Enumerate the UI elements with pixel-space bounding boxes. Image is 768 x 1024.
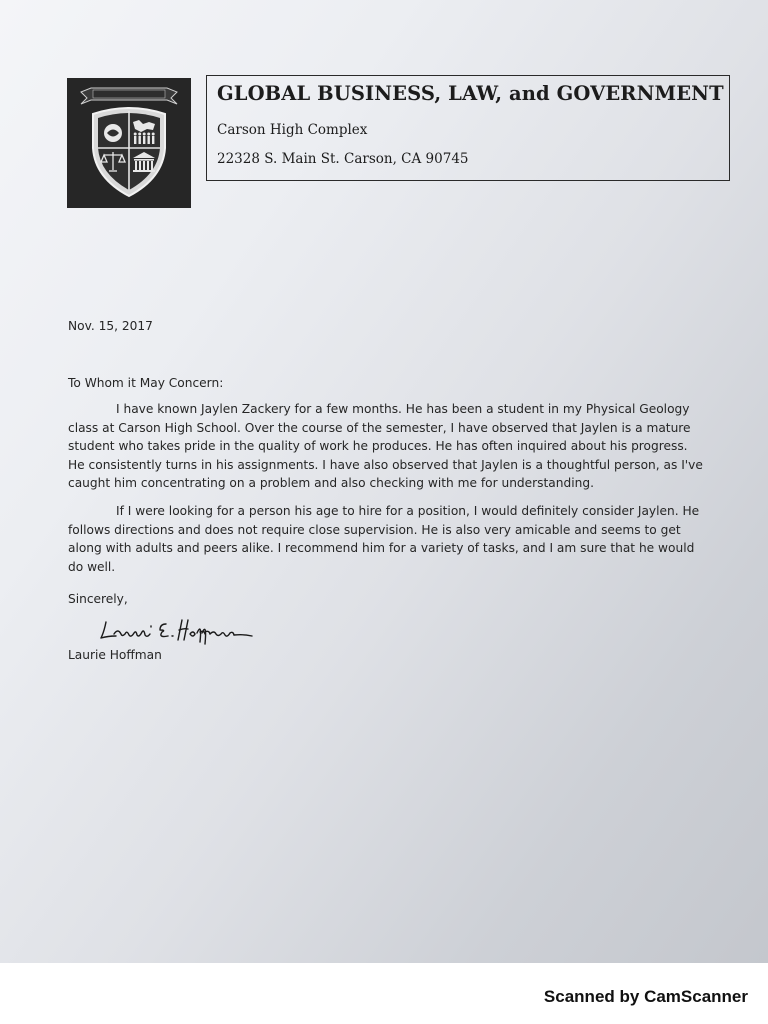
camscanner-watermark: Scanned by CamScanner — [543, 987, 748, 1006]
signer-name: Laurie Hoffman — [68, 648, 162, 662]
school-name: Carson High Complex — [217, 122, 368, 138]
handwritten-signature — [96, 612, 256, 650]
letter-paragraph-1: I have known Jaylen Zackery for a few months. He has been a student in my Physical Geology class at Carson High School. Over the course of the semester, I have observed that Jaylen is a mature student who takes pride in the quality of work he produces. He has often inquired about his progress. He consistently turns in his assignments. I have also observed that Jaylen is a thoughtful person, as I've caught him concentrating on a problem and also checking with me for understanding. — [68, 402, 703, 491]
crest-shield-icon — [67, 78, 191, 208]
school-crest-logo — [67, 78, 191, 208]
letter-date: Nov. 15, 2017 — [68, 319, 153, 333]
letter-closing: Sincerely, — [68, 592, 128, 606]
letterhead-box — [206, 75, 730, 181]
school-address: 22328 S. Main St. Carson, CA 90745 — [217, 151, 469, 167]
letter-body — [68, 400, 708, 576]
letterhead-title: GLOBAL BUSINESS, LAW, and GOVERNMENT — [217, 82, 724, 105]
letter-salutation: To Whom it May Concern: — [68, 376, 224, 390]
letter-paragraph-2: If I were looking for a person his age to hire for a position, I would definitely consider Jaylen. He follows directions and does not require close supervision. He is also very amicable and seems to get along with adults and peers alike. I recommend him for a variety of tasks, and I am sure that he would do well. — [68, 503, 700, 574]
